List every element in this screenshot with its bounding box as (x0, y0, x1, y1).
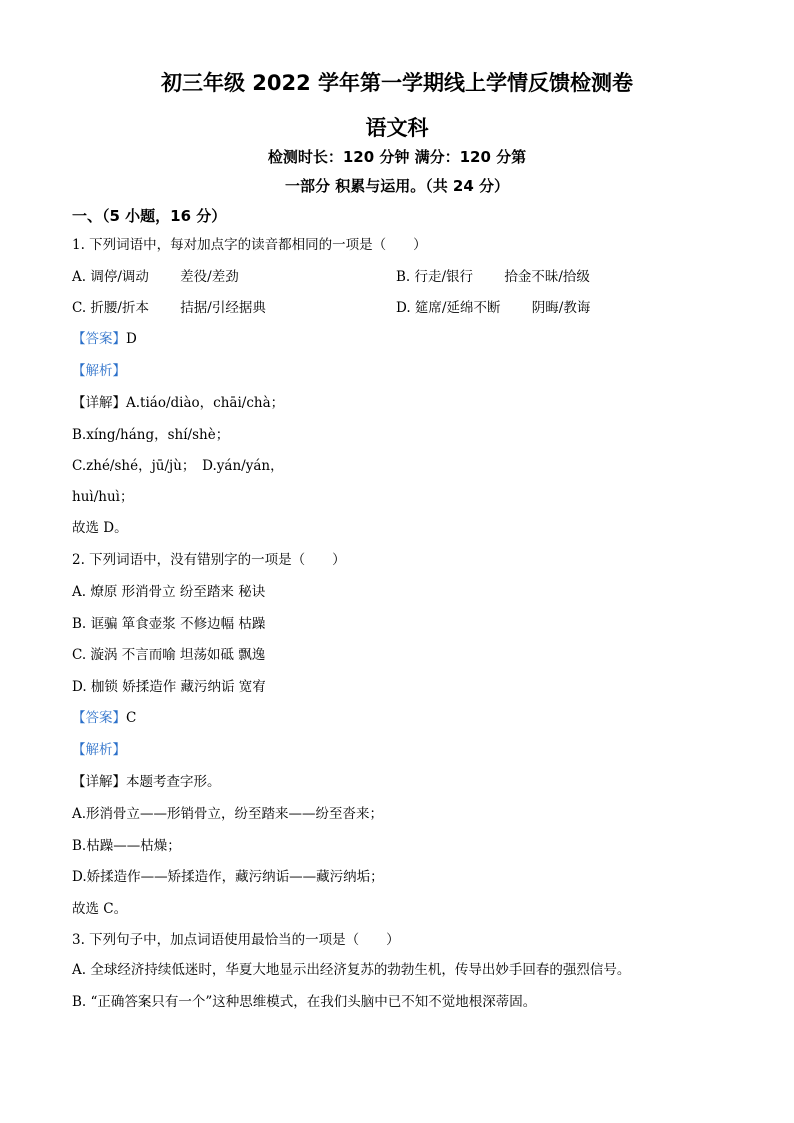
q1-answer: D (126, 331, 137, 347)
q2-option-a: A. 燎原 形消骨立 纷至踏来 秘诀 (72, 584, 266, 600)
q2-detail-intro-text: 本题考查字形。 (126, 774, 221, 790)
q1-conclusion: 故选 D。 (72, 520, 128, 536)
q2-detail-3: D.娇揉造作——矫揉造作，藏污纳诟——藏污纳垢； (72, 869, 384, 885)
answer-tag: 【答案】 (72, 710, 126, 726)
q3-stem: 3. 下列句子中，加点词语使用最恰当的一项是（ ） (72, 932, 400, 948)
q1-option-c: C. 折腰/折本 拮据/引经据典 (72, 300, 266, 316)
q1-option-b: B. 行走/银行 拾金不昧/拾级 (396, 269, 590, 285)
exam-info-line-2: 一部分 积累与运用。（共 24 分） (284, 177, 510, 195)
q1-detail-1 (72, 397, 284, 411)
q2-answer-line (72, 712, 136, 726)
q1-detail-3: C.zhé/shé，jū/jù； D.yán/yán， (72, 458, 284, 474)
q1-option-a: A. 调停/调动 差役/差劲 (72, 269, 239, 285)
exam-info-line-1: 检测时长：120 分钟 满分：120 分第 (267, 148, 527, 166)
q1-detail-text-1: A.tiáo/diào，chāi/chà； (126, 395, 285, 411)
q2-answer: C (126, 710, 137, 726)
analysis-tag: 【解析】 (72, 363, 126, 379)
q2-option-c: C. 漩涡 不言而喻 坦荡如砥 飘逸 (72, 647, 266, 663)
answer-tag: 【答案】 (72, 331, 126, 347)
q2-stem: 2. 下列词语中，没有错别字的一项是（ ） (72, 552, 346, 568)
q1-stem: 1. 下列词语中，每对加点字的读音都相同的一项是（ ） (72, 237, 427, 253)
q1-analysis-tag (72, 365, 126, 379)
detail-tag: 【详解】 (72, 395, 126, 411)
q2-conclusion: 故选 C。 (72, 901, 128, 917)
analysis-tag: 【解析】 (72, 742, 126, 758)
detail-tag: 【详解】 (72, 774, 126, 790)
q2-detail-1: A.形消骨立——形销骨立，纷至踏来——纷至沓来； (72, 806, 384, 822)
q1-option-d: D. 筵席/延绵不断 阴晦/教诲 (396, 300, 591, 316)
q3-option-a: A. 全球经济持续低迷时，华夏大地显示出经济复苏的勃勃生机，传导出妙手回春的强烈信号。 (72, 962, 631, 978)
exam-subject: 语文科 (365, 116, 429, 140)
q2-detail-intro (72, 776, 221, 790)
q2-option-b: B. 诓骗 箪食壶浆 不修边幅 枯躁 (72, 616, 266, 632)
q2-analysis-tag (72, 744, 126, 758)
q2-detail-2: B.枯躁——枯燥； (72, 838, 181, 854)
q2-option-d: D. 枷锁 娇揉造作 藏污纳诟 宽宥 (72, 679, 266, 695)
section-heading: 一、（5 小题，16 分） (72, 207, 227, 225)
q3-option-b: B. “正确答案只有一个”这种思维模式，在我们头脑中已不知不觉地根深蒂固。 (72, 994, 537, 1010)
q1-detail-4: huì/huì； (72, 489, 134, 505)
q1-detail-2: B.xíng/háng，shí/shè； (72, 427, 230, 443)
q1-answer-line (72, 333, 137, 347)
exam-title: 初三年级 2022 学年第一学期线上学情反馈检测卷 (160, 71, 634, 95)
